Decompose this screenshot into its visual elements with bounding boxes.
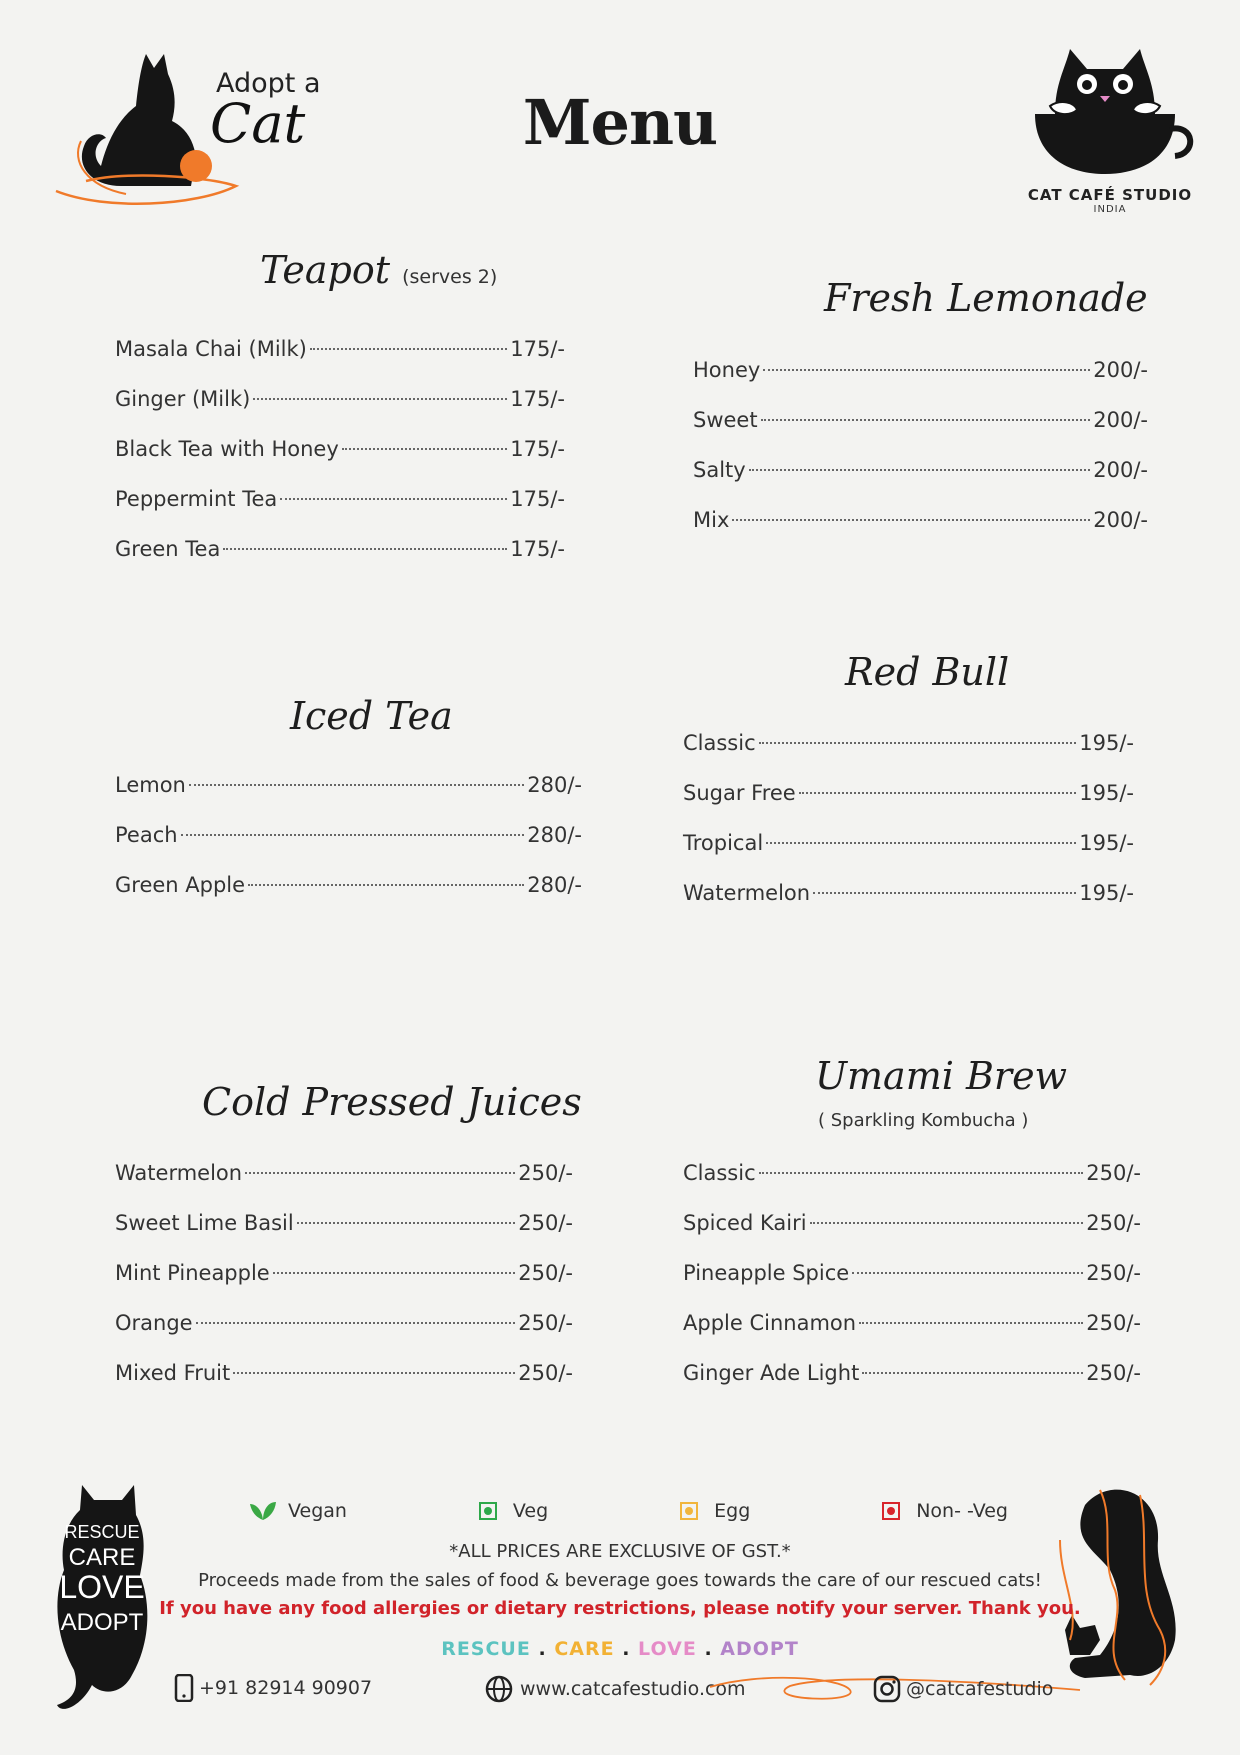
legend-vegan-label: Vegan — [288, 1500, 347, 1522]
menu-item — [683, 1148, 1141, 1198]
item-price: 200/- — [1093, 358, 1148, 382]
item-price: 250/- — [1086, 1261, 1141, 1285]
item-name: Sweet — [693, 408, 758, 432]
slogan-love: LOVE — [638, 1638, 697, 1660]
leader-dots — [297, 1222, 516, 1224]
lemonade-title: Fresh Lemonade — [824, 276, 1148, 320]
item-name: Apple Cinnamon — [683, 1311, 857, 1335]
item-price: 250/- — [518, 1361, 573, 1385]
iced-tea-title: Iced Tea — [290, 694, 453, 738]
leader-dots — [813, 892, 1076, 894]
item-price: 200/- — [1093, 458, 1148, 482]
umami-title: Umami Brew — [815, 1054, 1068, 1098]
phone-contact[interactable] — [173, 1674, 372, 1702]
legend-veg-label: Veg — [512, 1500, 549, 1522]
legend-egg — [680, 1500, 750, 1522]
menu-item — [115, 860, 582, 910]
menu-item — [115, 1148, 573, 1198]
menu-item — [683, 1198, 1141, 1248]
item-name: Mint Pineapple — [115, 1261, 270, 1285]
leader-dots — [280, 498, 507, 500]
menu-item — [683, 1248, 1141, 1298]
leader-dots — [223, 548, 507, 550]
menu-item — [115, 424, 565, 474]
item-price: 175/- — [510, 537, 565, 561]
menu-item — [693, 395, 1148, 445]
item-price: 280/- — [527, 773, 582, 797]
menu-item — [115, 1198, 573, 1248]
egg-symbol-icon — [680, 1502, 698, 1520]
slogan-sep: . — [622, 1638, 631, 1660]
leader-dots — [759, 1172, 1084, 1174]
leader-dots — [253, 398, 507, 400]
teapot-list — [115, 324, 565, 574]
proceeds-note: Proceeds made from the sales of food & beverage goes towards the care of our rescued cats! — [198, 1570, 1042, 1591]
leader-dots — [342, 448, 508, 450]
menu-item — [115, 810, 582, 860]
item-name: Tropical — [683, 831, 764, 855]
cat-word-rescue: RESCUE — [64, 1522, 140, 1542]
lemonade-list — [693, 345, 1148, 545]
leader-dots — [732, 519, 1090, 521]
cafe-country: INDIA — [1093, 204, 1127, 215]
instagram-icon — [872, 1674, 902, 1704]
item-price: 280/- — [527, 823, 582, 847]
item-price: 250/- — [1086, 1161, 1141, 1185]
item-price: 175/- — [510, 337, 565, 361]
item-name: Green Apple — [115, 873, 246, 897]
menu-item — [683, 718, 1134, 768]
menu-item — [693, 445, 1148, 495]
menu-item — [115, 1348, 573, 1398]
item-price: 250/- — [518, 1161, 573, 1185]
red-bull-list — [683, 718, 1134, 918]
diet-legend — [248, 1500, 1008, 1522]
cat-in-cup-icon — [1025, 44, 1200, 184]
legend-vegan — [248, 1500, 347, 1522]
legend-nonveg-label: Non- -Veg — [916, 1500, 1008, 1522]
item-name: Sugar Free — [683, 781, 796, 805]
item-name: Peppermint Tea — [115, 487, 278, 511]
leader-dots — [859, 1322, 1083, 1324]
item-name: Watermelon — [683, 881, 811, 905]
item-price: 250/- — [1086, 1211, 1141, 1235]
item-name: Spiced Kairi — [683, 1211, 807, 1235]
menu-item — [115, 760, 582, 810]
menu-item — [693, 495, 1148, 545]
menu-item — [683, 1348, 1141, 1398]
leader-dots — [749, 469, 1091, 471]
allergy-note: If you have any food allergies or dietary restrictions, please notify your server. Thank you. — [159, 1598, 1081, 1619]
item-name: Honey — [693, 358, 761, 382]
leader-dots — [810, 1222, 1084, 1224]
item-price: 175/- — [510, 487, 565, 511]
item-name: Masala Chai (Milk) — [115, 337, 307, 361]
leader-dots — [233, 1372, 515, 1374]
cafe-name: CAT CAFÉ STUDIO — [1027, 186, 1193, 204]
menu-item — [115, 1248, 573, 1298]
item-name: Classic — [683, 731, 756, 755]
logo-adopt-text: Adopt a — [216, 68, 321, 99]
page-title: Menu — [522, 86, 718, 159]
item-name: Green Tea — [115, 537, 221, 561]
logo-cat-text: Cat — [210, 92, 306, 155]
menu-item — [115, 324, 565, 374]
nonveg-symbol-icon — [882, 1502, 900, 1520]
teapot-section-title — [260, 248, 497, 292]
leader-dots — [273, 1272, 516, 1274]
slogan-sep: . — [538, 1638, 547, 1660]
item-name: Mixed Fruit — [115, 1361, 231, 1385]
cat-word-care: CARE — [68, 1544, 136, 1571]
item-name: Orange — [115, 1311, 193, 1335]
item-name: Black Tea with Honey — [115, 437, 339, 461]
item-price: 175/- — [510, 437, 565, 461]
menu-item — [115, 374, 565, 424]
item-price: 250/- — [1086, 1311, 1141, 1335]
juices-title: Cold Pressed Juices — [202, 1080, 582, 1124]
item-price: 200/- — [1093, 408, 1148, 432]
legend-nonveg — [882, 1500, 1008, 1522]
item-name: Peach — [115, 823, 178, 847]
leader-dots — [196, 1322, 516, 1324]
legend-egg-label: Egg — [714, 1500, 751, 1522]
leader-dots — [759, 742, 1077, 744]
gst-note: *ALL PRICES ARE EXCLUSIVE OF GST.* — [449, 1541, 791, 1562]
iced-tea-list — [115, 760, 582, 910]
leader-dots — [245, 1172, 515, 1174]
item-price: 200/- — [1093, 508, 1148, 532]
leader-dots — [181, 834, 525, 836]
teapot-title: Teapot — [260, 248, 391, 292]
leader-dots — [852, 1272, 1083, 1274]
item-price: 250/- — [518, 1261, 573, 1285]
item-name: Classic — [683, 1161, 756, 1185]
leaf-icon — [248, 1500, 278, 1522]
menu-item — [683, 768, 1134, 818]
item-name: Mix — [693, 508, 730, 532]
leader-dots — [799, 792, 1077, 794]
legend-veg — [479, 1500, 548, 1522]
item-price: 195/- — [1079, 781, 1134, 805]
item-price: 195/- — [1079, 731, 1134, 755]
leader-dots — [248, 884, 524, 886]
leader-dots — [310, 348, 507, 350]
item-price: 280/- — [527, 873, 582, 897]
leader-dots — [761, 419, 1091, 421]
slogan — [0, 1638, 1240, 1660]
cat-cafe-studio-logo — [1025, 44, 1200, 184]
menu-item — [115, 524, 565, 574]
cat-word-adopt: ADOPT — [60, 1609, 144, 1636]
menu-item — [683, 868, 1134, 918]
item-name: Pineapple Spice — [683, 1261, 850, 1285]
leader-dots — [189, 784, 524, 786]
slogan-adopt: ADOPT — [720, 1638, 799, 1660]
website-url: www.catcafestudio.com — [520, 1678, 746, 1700]
cat-word-love: LOVE — [59, 1569, 145, 1605]
veg-symbol-icon — [479, 1502, 497, 1520]
globe-icon — [484, 1674, 514, 1704]
slogan-rescue: RESCUE — [441, 1638, 531, 1660]
slogan-sep: . — [704, 1638, 713, 1660]
leader-dots — [862, 1372, 1083, 1374]
menu-item — [115, 474, 565, 524]
leader-dots — [763, 369, 1090, 371]
item-name: Lemon — [115, 773, 186, 797]
juices-list — [115, 1148, 573, 1398]
item-price: 250/- — [518, 1211, 573, 1235]
item-name: Ginger Ade Light — [683, 1361, 860, 1385]
instagram-handle: @catcafestudio — [906, 1678, 1054, 1700]
item-price: 195/- — [1079, 831, 1134, 855]
item-price: 175/- — [510, 387, 565, 411]
red-bull-title: Red Bull — [845, 650, 1010, 694]
menu-item — [115, 1298, 573, 1348]
phone-number: +91 82914 90907 — [199, 1677, 373, 1699]
item-price: 195/- — [1079, 881, 1134, 905]
umami-subtitle: ( Sparkling Kombucha ) — [818, 1110, 1029, 1131]
menu-item — [693, 345, 1148, 395]
item-name: Sweet Lime Basil — [115, 1211, 294, 1235]
menu-item — [683, 818, 1134, 868]
slogan-care: CARE — [554, 1638, 615, 1660]
leader-dots — [766, 842, 1076, 844]
item-price: 250/- — [518, 1311, 573, 1335]
item-name: Ginger (Milk) — [115, 387, 251, 411]
instagram-link[interactable] — [872, 1674, 1053, 1704]
item-name: Salty — [693, 458, 746, 482]
item-price: 250/- — [1086, 1361, 1141, 1385]
phone-icon — [173, 1674, 195, 1702]
teapot-subtitle: (serves 2) — [402, 266, 498, 288]
umami-list — [683, 1148, 1141, 1398]
item-name: Watermelon — [115, 1161, 243, 1185]
menu-item — [683, 1298, 1141, 1348]
